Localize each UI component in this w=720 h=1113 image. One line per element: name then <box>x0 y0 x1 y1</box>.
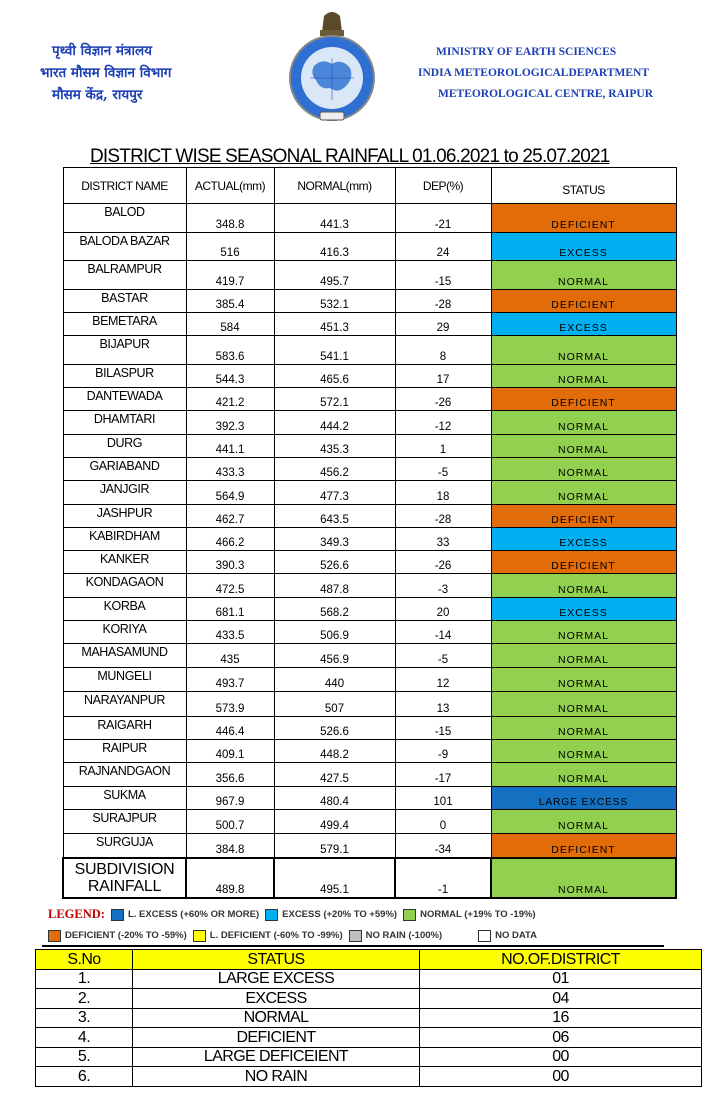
district-name-cell: BILASPUR <box>63 365 186 388</box>
actual-cell: 435 <box>186 644 274 668</box>
legend-label: NO DATA <box>495 930 538 941</box>
summary-table <box>35 949 702 1087</box>
normal-cell: 526.6 <box>274 717 395 740</box>
legend-item <box>193 930 343 942</box>
normal-cell: 444.2 <box>274 411 395 435</box>
actual-cell: 573.9 <box>186 692 274 717</box>
district-name-cell: BALOD <box>63 204 186 233</box>
legend-swatch <box>193 930 206 942</box>
legend-item <box>478 930 537 942</box>
legend-label: NO RAIN (-100%) <box>365 930 443 941</box>
district-name-cell: SURAJPUR <box>63 810 186 834</box>
legend-label: EXCESS (+20% TO +59%) <box>282 909 398 920</box>
normal-cell: 435.3 <box>274 435 395 458</box>
status-cell: LARGE EXCESS <box>491 787 676 810</box>
dep-cell: -34 <box>395 834 491 858</box>
normal-cell: 477.3 <box>274 481 395 505</box>
summary-sno-cell: 1. <box>36 969 133 989</box>
actual-cell: 564.9 <box>186 481 274 505</box>
normal-cell: 495.7 <box>274 261 395 290</box>
summary-count-cell: 16 <box>420 1008 702 1028</box>
hindi-ministry: पृथ्वी विज्ञान मंत्रालय <box>52 43 152 59</box>
table-row <box>63 551 676 574</box>
imd-emblem-icon <box>280 8 384 122</box>
status-cell: DEFICIENT <box>491 290 676 313</box>
legend-swatch <box>111 909 124 921</box>
table-row <box>63 261 676 290</box>
district-name-cell: BEMETARA <box>63 313 186 336</box>
normal-cell: 456.9 <box>274 644 395 668</box>
dep-cell: 29 <box>395 313 491 336</box>
dep-cell: 24 <box>395 233 491 261</box>
actual-cell: 421.2 <box>186 388 274 411</box>
summary-count-cell: 01 <box>420 969 702 989</box>
status-cell: DEFICIENT <box>491 551 676 574</box>
table-row <box>63 528 676 551</box>
district-name-cell: SUKMA <box>63 787 186 810</box>
normal-cell: 579.1 <box>274 834 395 858</box>
actual-cell: 584 <box>186 313 274 336</box>
summary-sno-cell: 5. <box>36 1047 133 1067</box>
normal-cell: 541.1 <box>274 336 395 365</box>
col-header-status: STATUS <box>491 168 676 204</box>
actual-cell: 967.9 <box>186 787 274 810</box>
status-cell: NORMAL <box>491 365 676 388</box>
normal-cell: 440 <box>274 668 395 692</box>
table-row <box>63 810 676 834</box>
status-cell: NORMAL <box>491 668 676 692</box>
dep-cell: 8 <box>395 336 491 365</box>
table-row <box>63 336 676 365</box>
summary-row <box>36 1008 702 1028</box>
summary-sno-cell: 4. <box>36 1028 133 1048</box>
summary-status-cell: NORMAL <box>133 1008 420 1028</box>
table-row <box>63 388 676 411</box>
summary-sno-cell: 6. <box>36 1067 133 1087</box>
status-cell: DEFICIENT <box>491 204 676 233</box>
english-ministry: MINISTRY OF EARTH SCIENCES <box>436 46 617 58</box>
status-cell: NORMAL <box>491 763 676 787</box>
legend-item <box>111 909 259 921</box>
divider <box>42 945 664 947</box>
status-cell: NORMAL <box>491 717 676 740</box>
table-row <box>63 574 676 598</box>
legend-title: LEGEND: <box>48 907 105 921</box>
district-name-cell: DANTEWADA <box>63 388 186 411</box>
district-name-cell: RAIGARH <box>63 717 186 740</box>
subdivision-name-line1: SUBDIVISION <box>74 860 175 878</box>
district-name-cell: DHAMTARI <box>63 411 186 435</box>
dep-cell: 17 <box>395 365 491 388</box>
district-name-cell: BASTAR <box>63 290 186 313</box>
table-row <box>63 365 676 388</box>
district-name-cell: KANKER <box>63 551 186 574</box>
actual-cell: 433.5 <box>186 621 274 644</box>
district-name-cell: BALRAMPUR <box>63 261 186 290</box>
actual-cell: 446.4 <box>186 717 274 740</box>
actual-cell: 441.1 <box>186 435 274 458</box>
dep-cell: -28 <box>395 505 491 528</box>
district-name-cell: MAHASAMUND <box>63 644 186 668</box>
summary-status-cell: LARGE EXCESS <box>133 969 420 989</box>
actual-cell: 681.1 <box>186 598 274 621</box>
summary-col-count: NO.OF.DISTRICT <box>420 950 702 970</box>
actual-cell: 409.1 <box>186 740 274 763</box>
normal-cell: 643.5 <box>274 505 395 528</box>
col-header-actual: ACTUAL(mm) <box>186 168 274 204</box>
actual-cell: 489.8 <box>186 858 274 898</box>
normal-cell: 456.2 <box>274 458 395 481</box>
table-row <box>63 204 676 233</box>
dep-cell: 0 <box>395 810 491 834</box>
header-hindi <box>28 40 228 106</box>
dep-cell: -26 <box>395 551 491 574</box>
actual-cell: 472.5 <box>186 574 274 598</box>
table-row <box>63 481 676 505</box>
actual-cell: 385.4 <box>186 290 274 313</box>
district-name-cell: KABIRDHAM <box>63 528 186 551</box>
col-header-district: DISTRICT NAME <box>63 168 186 204</box>
actual-cell: 392.3 <box>186 411 274 435</box>
district-name-cell: KORIYA <box>63 621 186 644</box>
status-cell: NORMAL <box>491 858 676 898</box>
status-cell: NORMAL <box>491 481 676 505</box>
summary-sno-cell: 3. <box>36 1008 133 1028</box>
legend-label: DEFICIENT (-20% TO -59%) <box>65 930 187 941</box>
table-row <box>63 644 676 668</box>
legend-label: L. EXCESS (+60% OR MORE) <box>127 909 260 920</box>
col-header-dep: DEP(%) <box>395 168 491 204</box>
subdivision-name-line2: RAINFALL <box>87 877 162 895</box>
dep-cell: 18 <box>395 481 491 505</box>
status-cell: NORMAL <box>491 810 676 834</box>
summary-row <box>36 1067 702 1087</box>
dep-cell: -12 <box>395 411 491 435</box>
status-cell: EXCESS <box>491 233 676 261</box>
dep-cell: -15 <box>395 717 491 740</box>
status-cell: EXCESS <box>491 528 676 551</box>
district-name-cell: BIJAPUR <box>63 336 186 365</box>
district-name-cell: DURG <box>63 435 186 458</box>
legend-swatch <box>478 930 491 942</box>
status-cell: NORMAL <box>491 411 676 435</box>
status-cell: NORMAL <box>491 740 676 763</box>
status-cell: NORMAL <box>491 458 676 481</box>
table-row <box>63 313 676 336</box>
legend-swatch <box>349 930 362 942</box>
dep-cell: -21 <box>395 204 491 233</box>
legend-swatch <box>265 909 278 921</box>
district-name-cell: NARAYANPUR <box>63 692 186 717</box>
normal-cell: 480.4 <box>274 787 395 810</box>
actual-cell: 466.2 <box>186 528 274 551</box>
actual-cell: 384.8 <box>186 834 274 858</box>
table-row <box>63 458 676 481</box>
legend-label: NORMAL (+19% TO -19%) <box>420 909 536 920</box>
district-name-cell: KORBA <box>63 598 186 621</box>
dep-cell: 1 <box>395 435 491 458</box>
legend-label: L. DEFICIENT (-60% TO -99%) <box>209 930 343 941</box>
normal-cell: 572.1 <box>274 388 395 411</box>
dep-cell: 33 <box>395 528 491 551</box>
table-row <box>63 668 676 692</box>
table-row <box>63 233 676 261</box>
dep-cell: 12 <box>395 668 491 692</box>
status-cell: NORMAL <box>491 435 676 458</box>
table-row <box>63 834 676 858</box>
subdivision-name-cell <box>63 858 186 898</box>
legend-item <box>48 930 187 942</box>
district-name-cell: JASHPUR <box>63 505 186 528</box>
actual-cell: 356.6 <box>186 763 274 787</box>
normal-cell: 427.5 <box>274 763 395 787</box>
table-row <box>63 717 676 740</box>
dep-cell: 20 <box>395 598 491 621</box>
normal-cell: 349.3 <box>274 528 395 551</box>
status-cell: DEFICIENT <box>491 505 676 528</box>
normal-cell: 507 <box>274 692 395 717</box>
dep-cell: -15 <box>395 261 491 290</box>
normal-cell: 499.4 <box>274 810 395 834</box>
table-row <box>63 740 676 763</box>
table-row <box>63 598 676 621</box>
status-cell: EXCESS <box>491 598 676 621</box>
col-header-normal: NORMAL(mm) <box>274 168 395 204</box>
dep-cell: -9 <box>395 740 491 763</box>
table-row <box>63 505 676 528</box>
summary-status-cell: NO RAIN <box>133 1067 420 1087</box>
actual-cell: 516 <box>186 233 274 261</box>
status-cell: NORMAL <box>491 336 676 365</box>
table-header-row <box>63 168 676 204</box>
normal-cell: 506.9 <box>274 621 395 644</box>
summary-col-status: STATUS <box>133 950 420 970</box>
summary-row <box>36 989 702 1009</box>
legend-row-1 <box>48 904 668 925</box>
table-row <box>63 787 676 810</box>
summary-row <box>36 1047 702 1067</box>
summary-count-cell: 00 <box>420 1067 702 1087</box>
status-cell: DEFICIENT <box>491 388 676 411</box>
status-cell: NORMAL <box>491 644 676 668</box>
dep-cell: -26 <box>395 388 491 411</box>
dep-cell: -17 <box>395 763 491 787</box>
actual-cell: 462.7 <box>186 505 274 528</box>
english-centre: METEOROLOGICAL CENTRE, RAIPUR <box>438 88 654 100</box>
actual-cell: 583.6 <box>186 336 274 365</box>
table-row <box>63 692 676 717</box>
table-row <box>63 411 676 435</box>
status-cell: NORMAL <box>491 261 676 290</box>
status-cell: DEFICIENT <box>491 834 676 858</box>
normal-cell: 526.6 <box>274 551 395 574</box>
table-row <box>63 763 676 787</box>
dep-cell: -14 <box>395 621 491 644</box>
normal-cell: 487.8 <box>274 574 395 598</box>
summary-header-row <box>36 950 702 970</box>
dep-cell: -28 <box>395 290 491 313</box>
summary-body <box>36 969 702 1086</box>
district-rainfall-table <box>62 167 677 899</box>
actual-cell: 500.7 <box>186 810 274 834</box>
normal-cell: 441.3 <box>274 204 395 233</box>
legend <box>48 904 668 946</box>
district-name-cell: GARIABAND <box>63 458 186 481</box>
normal-cell: 532.1 <box>274 290 395 313</box>
header-english <box>412 42 692 105</box>
table-body <box>63 204 676 898</box>
normal-cell: 495.1 <box>274 858 395 898</box>
summary-status-cell: LARGE DEFICEIENT <box>133 1047 420 1067</box>
district-name-cell: RAIPUR <box>63 740 186 763</box>
hindi-department: भारत मौसम विज्ञान विभाग <box>40 65 172 81</box>
actual-cell: 348.8 <box>186 204 274 233</box>
table-row <box>63 290 676 313</box>
district-name-cell: JANJGIR <box>63 481 186 505</box>
district-name-cell: KONDAGAON <box>63 574 186 598</box>
subdivision-row <box>63 858 676 898</box>
dep-cell: -1 <box>395 858 491 898</box>
status-cell: EXCESS <box>491 313 676 336</box>
legend-swatch <box>403 909 416 921</box>
district-name-cell: BALODA BAZAR <box>63 233 186 261</box>
summary-status-cell: EXCESS <box>133 989 420 1009</box>
summary-count-cell: 04 <box>420 989 702 1009</box>
legend-item <box>403 909 536 921</box>
actual-cell: 419.7 <box>186 261 274 290</box>
dep-cell: 101 <box>395 787 491 810</box>
summary-status-cell: DEFICIENT <box>133 1028 420 1048</box>
normal-cell: 416.3 <box>274 233 395 261</box>
legend-row-2 <box>48 925 668 946</box>
normal-cell: 568.2 <box>274 598 395 621</box>
actual-cell: 493.7 <box>186 668 274 692</box>
summary-col-sno: S.No <box>36 950 133 970</box>
summary-count-cell: 06 <box>420 1028 702 1048</box>
district-name-cell: MUNGELI <box>63 668 186 692</box>
english-department: INDIA METEOROLOGICALDEPARTMENT <box>418 67 650 79</box>
summary-row <box>36 1028 702 1048</box>
summary-sno-cell: 2. <box>36 989 133 1009</box>
actual-cell: 390.3 <box>186 551 274 574</box>
dep-cell: -5 <box>395 644 491 668</box>
legend-item <box>265 909 397 921</box>
table-row <box>63 435 676 458</box>
dep-cell: 13 <box>395 692 491 717</box>
page-title: DISTRICT WISE SEASONAL RAINFALL 01.06.2021 to 25.07.2021 <box>90 146 610 167</box>
legend-swatch <box>48 930 61 942</box>
status-cell: NORMAL <box>491 621 676 644</box>
normal-cell: 451.3 <box>274 313 395 336</box>
dep-cell: -3 <box>395 574 491 598</box>
summary-row <box>36 969 702 989</box>
normal-cell: 465.6 <box>274 365 395 388</box>
summary-count-cell: 00 <box>420 1047 702 1067</box>
actual-cell: 433.3 <box>186 458 274 481</box>
dep-cell: -5 <box>395 458 491 481</box>
legend-item <box>349 930 443 942</box>
normal-cell: 448.2 <box>274 740 395 763</box>
table-row <box>63 621 676 644</box>
district-name-cell: SURGUJA <box>63 834 186 858</box>
hindi-centre: मौसम केंद्र, रायपुर <box>52 87 143 103</box>
status-cell: NORMAL <box>491 574 676 598</box>
actual-cell: 544.3 <box>186 365 274 388</box>
district-name-cell: RAJNANDGAON <box>63 763 186 787</box>
status-cell: NORMAL <box>491 692 676 717</box>
